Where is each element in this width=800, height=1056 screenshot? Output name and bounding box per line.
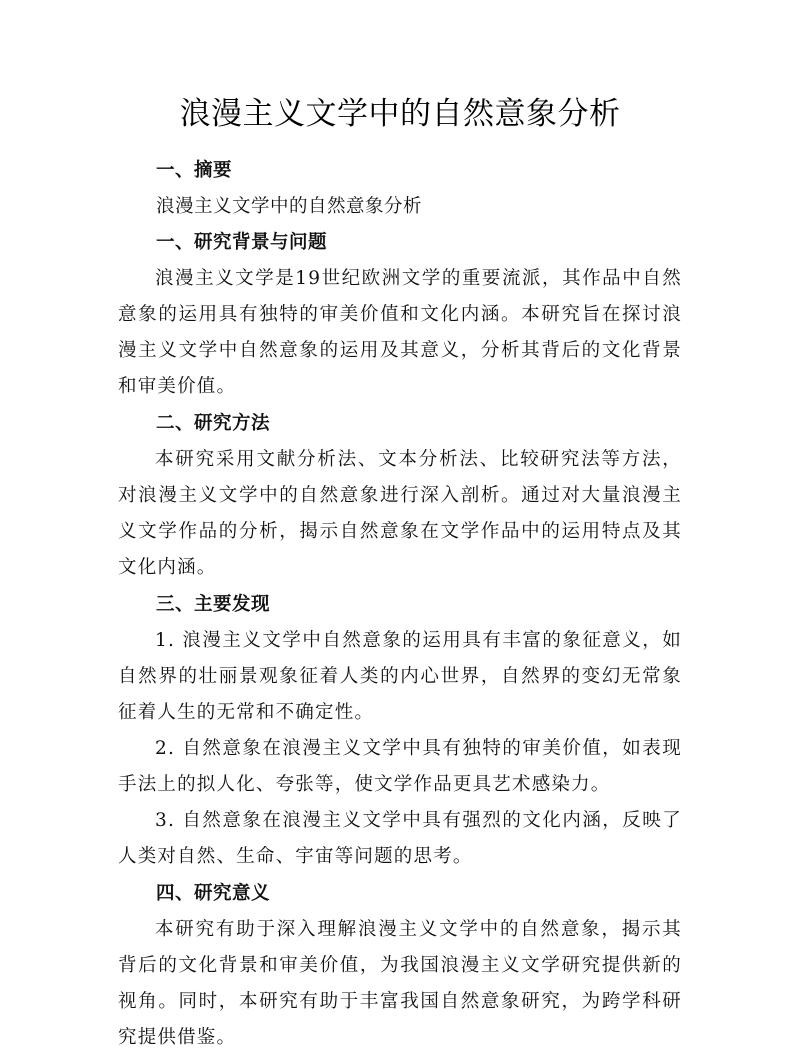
finding-item: 1. 浪漫主义文学中自然意象的运用具有丰富的象征意义，如自然界的壮丽景观象征着人类的内心世界，自然界的变幻无常象征着人生的无常和不确定性。	[118, 630, 682, 723]
section-significance	[118, 876, 682, 1056]
document-title: 浪漫主义文学中的自然意象分析	[179, 96, 621, 132]
section-findings	[118, 587, 682, 875]
section-paragraph: 本研究采用文献分析法、文本分析法、比较研究法等方法，对浪漫主义文学中的自然意象进行深入剖析。通过对大量浪漫主义文学作品的分析，揭示自然意象在文学作品中的运用特点及其文化内涵。	[118, 449, 682, 578]
finding-item: 3. 自然意象在浪漫主义文学中具有强烈的文化内涵，反映了人类对自然、生命、宇宙等问题的思考。	[118, 810, 682, 867]
abstract-text: 浪漫主义文学中的自然意象分析	[156, 196, 423, 217]
section-paragraph: 浪漫主义文学是19世纪欧洲文学的重要流派，其作品中自然意象的运用具有独特的审美价值和文化内涵。本研究旨在探讨浪漫主义文学中自然意象的运用及其意义，分析其背后的文化背景和审美价值。	[118, 268, 682, 397]
abstract-heading: 一、摘要	[156, 160, 233, 181]
abstract-section	[118, 153, 682, 225]
section-heading: 二、研究方法	[156, 413, 271, 434]
section-heading: 三、主要发现	[156, 594, 271, 615]
section-background	[118, 225, 682, 405]
section-heading: 一、研究背景与问题	[156, 232, 328, 253]
finding-item: 2. 自然意象在浪漫主义文学中具有独特的审美价值，如表现手法上的拟人化、夸张等，使文学作品更具艺术感染力。	[118, 738, 682, 795]
section-heading: 四、研究意义	[156, 883, 271, 904]
section-methods	[118, 406, 682, 586]
section-paragraph: 本研究有助于深入理解浪漫主义文学中的自然意象，揭示其背后的文化背景和审美价值，为我国浪漫主义文学研究提供新的视角。同时，本研究有助于丰富我国自然意象研究，为跨学科研究提供借鉴。	[118, 919, 682, 1048]
